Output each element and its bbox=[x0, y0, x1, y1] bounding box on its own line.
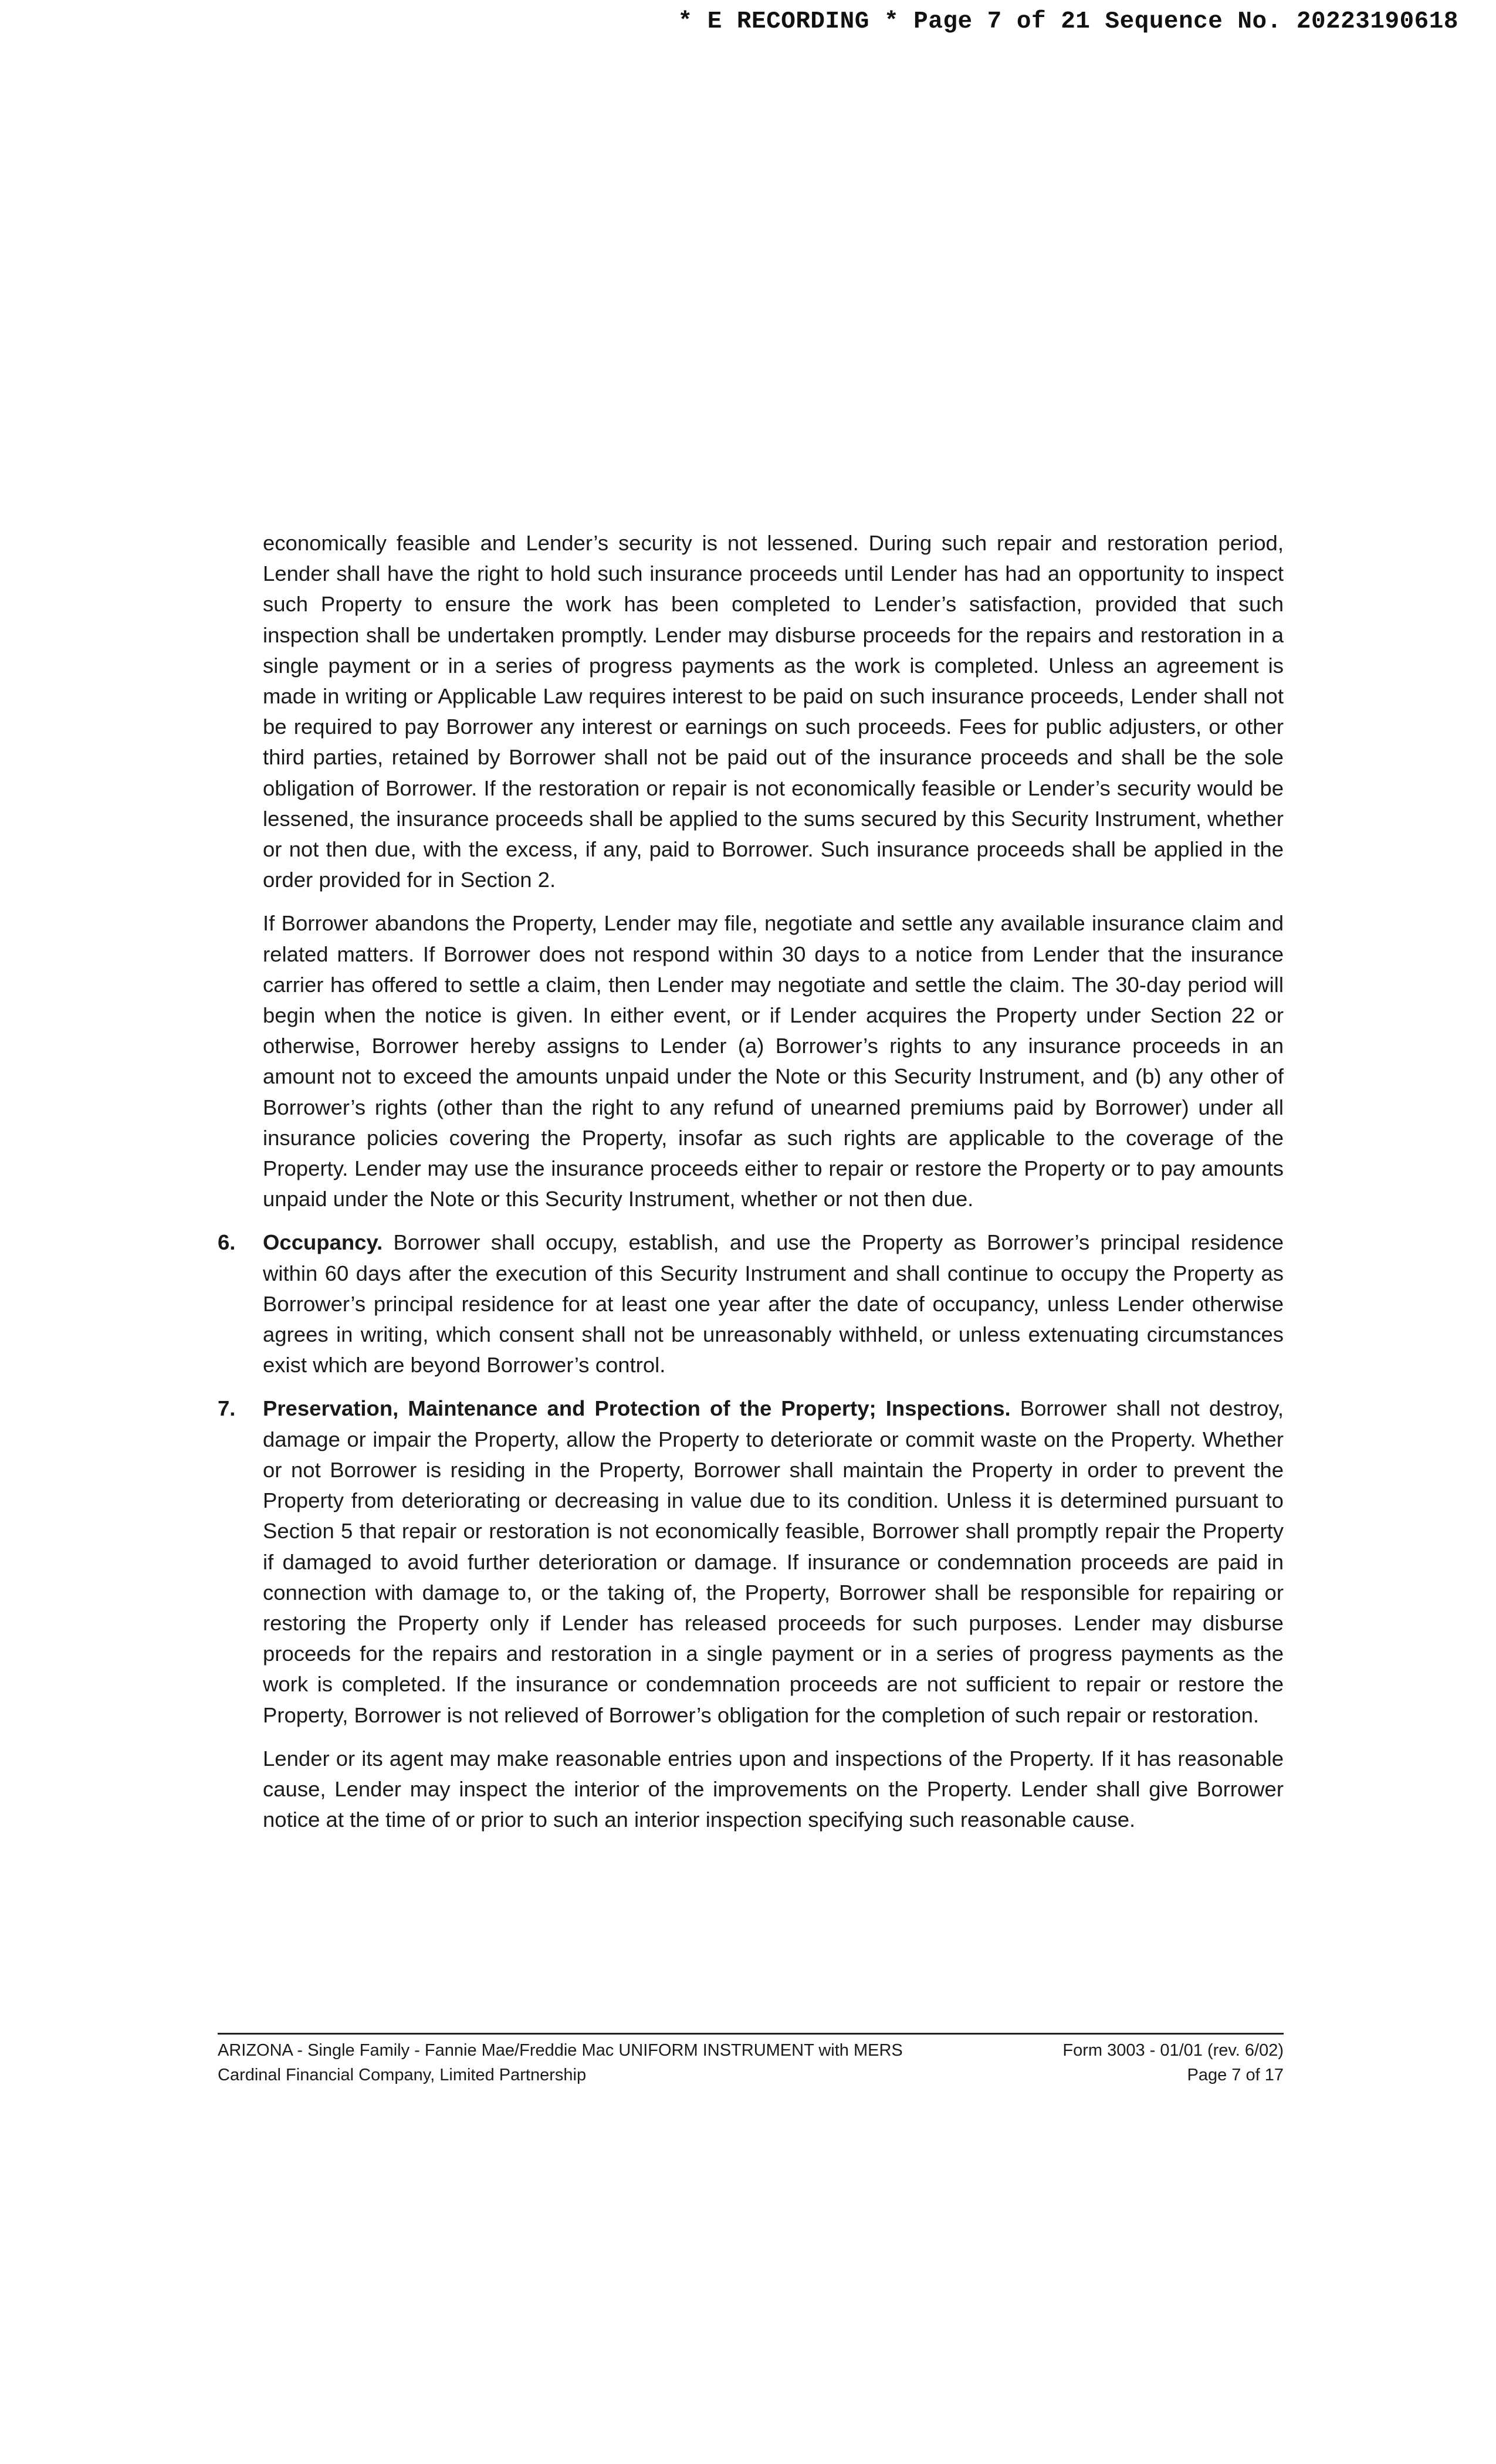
document-body bbox=[218, 528, 1284, 1848]
inspection-paragraph: Lender or its agent may make reasonable entries upon and inspections of the Property. If it has reasonable cause, Lender may inspect the interior of the improvements on the Property. Lender shall give Borrower notice at the time of or prior to such an interior inspection specifying such reasonable cause. bbox=[263, 1746, 1284, 1832]
continued-paragraph: economically feasible and Lender’s security is not lessened. During such repair and restoration period, Lender shall have the right to hold such insurance proceeds until Lender has had an opportunity to inspect such Property to ensure the work has been completed to Lender’s satisfaction, provided that such inspection shall be undertaken promptly. Lender may disburse proceeds for the repairs and restoration in a single payment or in a series of progress payments as the work is completed. Unless an agreement is made in writing or Applicable Law requires interest to be paid on such insurance proceeds, Lender shall not be required to pay Borrower any interest or earnings on such proceeds. Fees for public adjusters, or other third parties, retained by Borrower shall not be paid out of the insurance proceeds and shall be the sole obligation of Borrower. If the restoration or repair is not economically feasible or Lender’s security would be lessened, the insurance proceeds shall be applied to the sums secured by this Security Instrument, whether or not then due, with the excess, if any, paid to Borrower. Such insurance proceeds shall be applied in the order provided for in Section 2. bbox=[263, 531, 1284, 892]
footer-form-title: ARIZONA - Single Family - Fannie Mae/Freddie Mac UNIFORM INSTRUMENT with MERS bbox=[218, 2041, 903, 2060]
section-7 bbox=[218, 1393, 1284, 1730]
section-7-text: Borrower shall not destroy, damage or impair the Property, allow the Property to deteriorate or commit waste on the Property. Whether or not Borrower is residing in the Property, Borrower shall maintain the Property in order to prevent the Property from deteriorating or decreasing in value due to its condition. Unless it is determined pursuant to Section 5 that repair or restoration is not economically feasible, Borrower shall promptly repair the Property if damaged to avoid further deterioration or damage. If insurance or condemnation proceeds are paid in connection with damage to, or the taking of, the Property, Borrower shall be responsible for repairing or restoring the Property only if Lender has released proceeds for such purposes. Lender may disburse proceeds for the repairs and restoration in a single payment or in a series of progress payments as the work is completed. If the insurance or condemnation proceeds are not sufficient to repair or restore the Property, Borrower is not relieved of Borrower’s obligation for the completion of such repair or restoration. bbox=[263, 1396, 1284, 1727]
section-6-number: 6. bbox=[218, 1230, 236, 1255]
footer-form-number: Form 3003 - 01/01 (rev. 6/02) bbox=[1062, 2041, 1284, 2060]
section-7-title: Preservation, Maintenance and Protection of the Property; Inspections. bbox=[263, 1396, 1011, 1421]
section-6-title: Occupancy. bbox=[263, 1230, 383, 1255]
footer-page-number: Page 7 of 17 bbox=[1187, 2066, 1284, 2084]
footer-company: Cardinal Financial Company, Limited Partnership bbox=[218, 2066, 587, 2084]
abandonment-paragraph: If Borrower abandons the Property, Lender may file, negotiate and settle any available insurance claim and related matters. If Borrower does not respond within 30 days to a notice from Lender that the insurance carrier has offered to settle a claim, then Lender may negotiate and settle the claim. The 30-day period will begin when the notice is given. In either event, or if Lender acquires the Property under Section 22 or otherwise, Borrower hereby assigns to Lender (a) Borrower’s rights to any insurance proceeds in an amount not to exceed the amounts unpaid under the Note or this Security Instrument, and (b) any other of Borrower’s rights (other than the right to any refund of unearned premiums paid by Borrower) under all insurance policies covering the Property, insofar as such rights are applicable to the coverage of the Property. Lender may use the insurance proceeds either to repair or restore the Property or to pay amounts unpaid under the Note or this Security Instrument, whether or not then due. bbox=[263, 911, 1284, 1211]
section-7-number: 7. bbox=[218, 1396, 236, 1421]
section-6 bbox=[218, 1227, 1284, 1380]
page-footer bbox=[218, 2033, 1284, 2087]
recording-header: * E RECORDING * Page 7 of 21 Sequence No. 20223190618 bbox=[678, 8, 1458, 35]
section-6-text: Borrower shall occupy, establish, and use the Property as Borrower’s principal residence within 60 days after the execution of this Security Instrument and shall continue to occupy the Property as Borrower’s principal residence for at least one year after the date of occupancy, unless Lender otherwise agrees in writing, which consent shall not be unreasonably withheld, or unless extenuating circumstances exist which are beyond Borrower’s control. bbox=[263, 1230, 1284, 1377]
